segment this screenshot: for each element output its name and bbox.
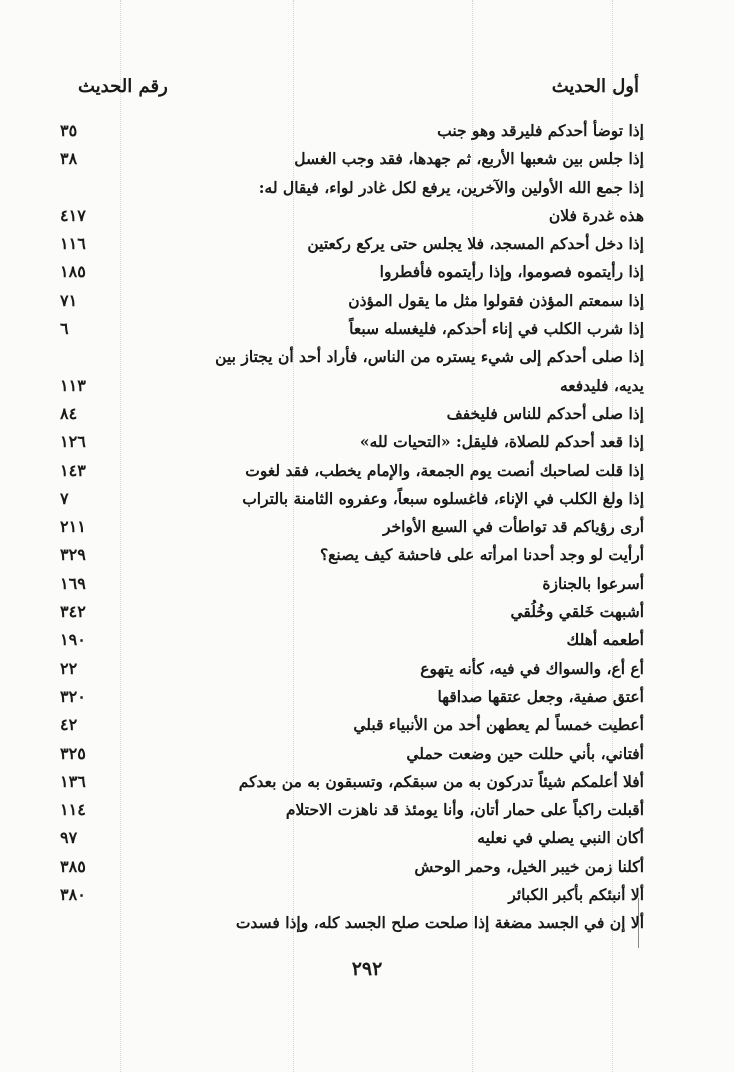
entry-text: أفلا أعلمكم شيئاً تدركون به من سبقكم، وتسبقون به من بعدكم [238,771,644,791]
index-entry [60,881,644,909]
entry-text: إذا صلى أحدكم إلى شيء يستره من الناس، فأراد أحد أن يجتاز بين [215,347,644,367]
entry-number: ٣٢٥ [60,743,86,763]
index-entry [60,428,644,456]
entry-text: ألا إن في الجسد مضغة إذا صلحت صلح الجسد كله، وإذا فسدت [235,913,644,933]
entry-text: ألا أنبئكم بأكبر الكبائر [508,885,644,905]
entry-text: أكلنا زمن خيبر الخيل، وحمر الوحش [414,856,644,876]
entry-number: ٨٤ [60,403,78,423]
index-entry [60,400,644,428]
index-entry [60,372,644,400]
entry-text: إذا توضأ أحدكم فليرقد وهو جنب [437,121,644,140]
entry-text: إذا صلى أحدكم للناس فليخفف [446,403,644,423]
index-entry [60,824,644,852]
index-entry [60,541,644,569]
entry-text: إذا ولغ الكلب في الإناء، فاغسلوه سبعاً، وعفروه الثامنة بالتراب [242,488,644,508]
entry-text: إذا جلس بين شعبها الأربع، ثم جهدها، فقد وجب الغسل [294,149,644,169]
entry-number: ١٤٣ [60,460,86,480]
index-entry [60,598,644,626]
entry-number: ٤١٧ [60,205,86,225]
entry-text: إذا رأيتموه فصوموا، وإذا رأيتموه فأفطروا [379,262,644,282]
entry-number: ٤٢ [60,715,78,735]
index-entry [60,909,644,937]
entry-text: أعطيت خمساً لم يعطهن أحد من الأنبياء قبلي [353,715,644,735]
column-header-first-words: أول الحديث [551,76,639,97]
entry-text: أطعمه أهلك [566,630,644,650]
entry-text: أرى رؤياكم قد تواطأت في السبع الأواخر [382,517,644,537]
entry-number: ٧ [60,488,69,508]
entry-number: ٣٨٥ [60,856,86,876]
entry-number: ٣٨٠ [60,885,86,905]
index-entry [60,626,644,654]
entry-text: هذه غدرة فلان [548,205,644,225]
entry-text: أكان النبي يصلي في نعليه [477,828,644,848]
index-entry [60,485,644,513]
index-entry [60,711,644,739]
entry-number: ١١٦ [60,234,86,254]
index-entry [60,740,644,768]
index-entry [60,145,644,173]
entry-text: يديه، فليدفعه [559,375,644,395]
index-entry [60,258,644,286]
index-entry [60,853,644,881]
entry-text: إذا دخل أحدكم المسجد، فلا يجلس حتى يركع ركعتين [307,234,644,254]
entry-number: ٣٢٩ [60,545,86,565]
entry-text: إذا سمعتم المؤذن فقولوا مثل ما يقول المؤذن [348,290,644,310]
entry-text: أسرعوا بالجنازة [542,573,644,593]
entry-number: ٣٨ [60,149,78,169]
index-entry [60,315,644,343]
entry-text: أرأيت لو وجد أحدنا امرأته على فاحشة كيف يصنع؟ [319,545,644,565]
entry-number: ١١٤ [60,800,86,820]
entry-number: ٣٥ [60,121,78,140]
index-entry [60,230,644,258]
entry-text: أشبهت خَلقي وخُلُقي [510,602,644,622]
index-entry [60,117,644,145]
entry-text: إذا قلت لصاحبك أنصت يوم الجمعة، والإمام يخطب، فقد لغوت [245,460,644,480]
entry-number: ٣٤٢ [60,602,86,622]
entry-number: ١٣٦ [60,771,86,791]
entry-text: أقبلت راكباً على حمار أتان، وأنا يومئذ قد ناهزت الاحتلام [285,800,644,820]
index-entry [60,683,644,711]
entry-number: ٣٢٠ [60,686,86,706]
index-entry [60,513,644,541]
entry-number: ٩٧ [60,828,78,848]
entry-text: أع أع، والسواك في فيه، كأنه يتهوع [420,658,644,678]
hadith-index-list [60,117,644,938]
index-entry [60,343,644,371]
entry-text: إذا شرب الكلب في إناء أحدكم، فليغسله سبعاً [349,319,644,339]
entry-number: ٢٢ [60,658,78,678]
entry-number: ١٩٠ [60,630,86,650]
entry-number: ٦ [60,319,69,339]
index-entry [60,768,644,796]
index-entry [60,287,644,315]
entry-number: ١٢٦ [60,432,86,452]
entry-number: ١٦٩ [60,573,86,593]
index-entry [60,174,644,202]
entry-text: إذا جمع الله الأولين والآخرين، يرفع لكل غادر لواء، فيقال له: [258,177,644,197]
entry-number: ١١٣ [60,375,86,395]
entry-text: أعتق صفية، وجعل عتقها صداقها [437,686,644,706]
column-header-number: رقم الحديث [78,76,168,97]
entry-number: ١٨٥ [60,262,86,282]
entry-number: ٧١ [60,290,78,310]
index-entry [60,457,644,485]
index-entry [60,202,644,230]
index-entry [60,655,644,683]
index-entry [60,570,644,598]
entry-text: أفتاني، بأني حللت حين وضعت حملي [406,743,644,763]
entry-number: ٢١١ [60,517,86,537]
index-entry [60,796,644,824]
page-number: ٢٩٢ [351,958,383,980]
entry-text: إذا قعد أحدكم للصلاة، فليقل: «التحيات لله» [359,432,644,452]
